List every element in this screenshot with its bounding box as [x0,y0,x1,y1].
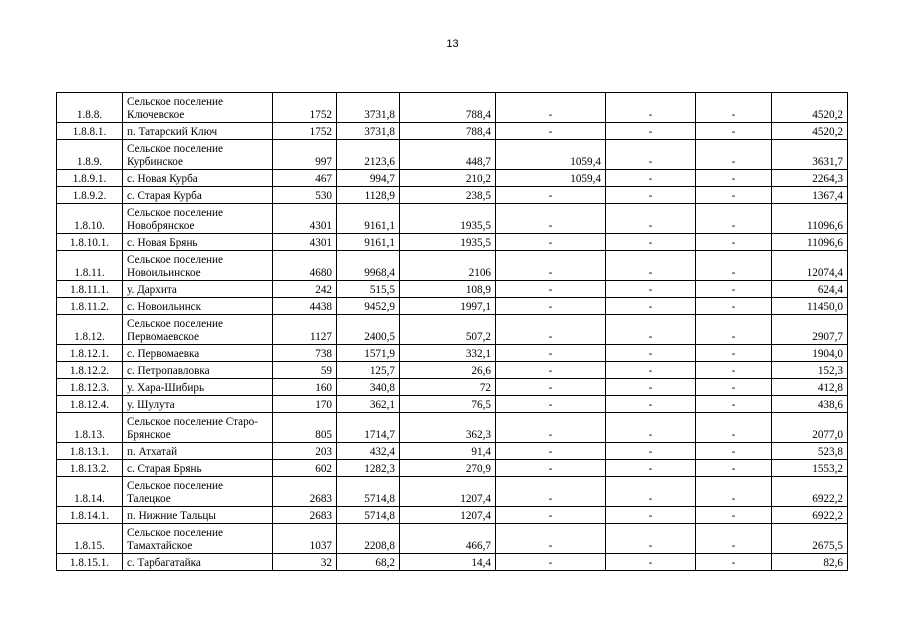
cell-name: с. Первомаевка [123,345,273,362]
cell-col-7: 412,8 [772,379,848,396]
table-row [57,507,848,524]
cell-name: с. Петропавловка [123,362,273,379]
cell-code: 1.8.12.1. [57,345,123,362]
cell-col-5: - [606,234,696,251]
cell-col-3: 448,7 [400,140,496,170]
cell-col-5: - [606,93,696,123]
table-row [57,413,848,443]
cell-name: Сельское поселение Старо-Брянское [123,413,273,443]
cell-code: 1.8.9. [57,140,123,170]
cell-col-5: - [606,281,696,298]
cell-col-7: 12074,4 [772,251,848,281]
cell-col-3: 108,9 [400,281,496,298]
cell-col-3: 1207,4 [400,477,496,507]
cell-code: 1.8.8. [57,93,123,123]
cell-col-4: - [496,524,606,554]
cell-col-6: - [696,362,772,379]
cell-col-1: 4301 [273,204,337,234]
table-row [57,204,848,234]
cell-col-2: 3731,8 [337,123,400,140]
cell-col-5: - [606,396,696,413]
table-row [57,443,848,460]
cell-col-1: 997 [273,140,337,170]
table-row [57,460,848,477]
cell-code: 1.8.12.2. [57,362,123,379]
table-row [57,251,848,281]
cell-col-7: 624,4 [772,281,848,298]
cell-col-4: - [496,234,606,251]
cell-col-2: 515,5 [337,281,400,298]
cell-col-5: - [606,524,696,554]
cell-code: 1.8.12.3. [57,379,123,396]
cell-col-4: 1059,4 [496,170,606,187]
cell-col-1: 467 [273,170,337,187]
table-row [57,554,848,571]
cell-col-5: - [606,345,696,362]
table-row [57,123,848,140]
cell-col-2: 2208,8 [337,524,400,554]
cell-col-4: - [496,345,606,362]
cell-col-6: - [696,345,772,362]
cell-col-5: - [606,170,696,187]
cell-col-3: 210,2 [400,170,496,187]
table-row [57,187,848,204]
cell-col-2: 125,7 [337,362,400,379]
cell-col-3: 14,4 [400,554,496,571]
cell-col-4: - [496,443,606,460]
cell-col-7: 152,3 [772,362,848,379]
cell-col-6: - [696,123,772,140]
cell-col-4: - [496,204,606,234]
cell-col-1: 242 [273,281,337,298]
cell-name: Сельское поселение Ключевское [123,93,273,123]
cell-name: у. Шулута [123,396,273,413]
cell-col-2: 5714,8 [337,477,400,507]
cell-col-5: - [606,251,696,281]
cell-col-3: 76,5 [400,396,496,413]
cell-col-3: 1207,4 [400,507,496,524]
cell-col-1: 1752 [273,123,337,140]
cell-code: 1.8.9.1. [57,170,123,187]
cell-name: с. Старая Курба [123,187,273,204]
cell-col-1: 203 [273,443,337,460]
cell-col-6: - [696,413,772,443]
cell-col-1: 4301 [273,234,337,251]
cell-col-1: 1127 [273,315,337,345]
cell-col-7: 2264,3 [772,170,848,187]
cell-name: с. Новая Курба [123,170,273,187]
cell-col-7: 6922,2 [772,477,848,507]
cell-code: 1.8.12.4. [57,396,123,413]
cell-code: 1.8.8.1. [57,123,123,140]
cell-code: 1.8.15.1. [57,554,123,571]
cell-col-3: 788,4 [400,93,496,123]
cell-col-3: 788,4 [400,123,496,140]
cell-col-7: 2675,5 [772,524,848,554]
cell-col-1: 602 [273,460,337,477]
cell-col-7: 438,6 [772,396,848,413]
cell-name: Сельское поселение Курбинское [123,140,273,170]
cell-col-2: 1714,7 [337,413,400,443]
cell-code: 1.8.13.2. [57,460,123,477]
cell-col-6: - [696,234,772,251]
cell-col-2: 9161,1 [337,234,400,251]
cell-col-7: 1367,4 [772,187,848,204]
cell-col-5: - [606,298,696,315]
cell-col-5: - [606,460,696,477]
cell-col-3: 507,2 [400,315,496,345]
cell-col-6: - [696,507,772,524]
cell-col-7: 523,8 [772,443,848,460]
page-number: 13 [446,38,459,50]
cell-col-6: - [696,251,772,281]
cell-col-1: 59 [273,362,337,379]
cell-code: 1.8.10. [57,204,123,234]
cell-col-2: 68,2 [337,554,400,571]
cell-col-6: - [696,315,772,345]
cell-col-6: - [696,281,772,298]
table-row [57,93,848,123]
cell-col-7: 1553,2 [772,460,848,477]
cell-name: Сельское поселение Новоильинское [123,251,273,281]
cell-col-6: - [696,554,772,571]
cell-name: п. Татарский Ключ [123,123,273,140]
cell-col-4: 1059,4 [496,140,606,170]
cell-col-6: - [696,460,772,477]
cell-col-2: 1282,3 [337,460,400,477]
cell-col-1: 32 [273,554,337,571]
cell-col-2: 9161,1 [337,204,400,234]
cell-col-3: 2106 [400,251,496,281]
cell-col-6: - [696,477,772,507]
cell-col-5: - [606,554,696,571]
cell-col-2: 362,1 [337,396,400,413]
cell-col-7: 2077,0 [772,413,848,443]
cell-col-4: - [496,460,606,477]
cell-col-6: - [696,379,772,396]
cell-col-4: - [496,187,606,204]
cell-col-4: - [496,251,606,281]
cell-col-7: 4520,2 [772,93,848,123]
cell-col-6: - [696,170,772,187]
cell-col-1: 2683 [273,507,337,524]
cell-col-6: - [696,443,772,460]
cell-name: с. Новоильинск [123,298,273,315]
cell-code: 1.8.14. [57,477,123,507]
cell-name: п. Атхатай [123,443,273,460]
cell-col-1: 738 [273,345,337,362]
cell-col-5: - [606,413,696,443]
cell-col-3: 238,5 [400,187,496,204]
cell-col-6: - [696,187,772,204]
cell-code: 1.8.13.1. [57,443,123,460]
cell-col-4: - [496,396,606,413]
table-body [57,93,848,571]
cell-col-4: - [496,281,606,298]
cell-col-3: 466,7 [400,524,496,554]
cell-name: Сельское поселение Тамахтайское [123,524,273,554]
cell-code: 1.8.11.2. [57,298,123,315]
cell-col-2: 9452,9 [337,298,400,315]
cell-col-4: - [496,123,606,140]
cell-code: 1.8.15. [57,524,123,554]
cell-col-6: - [696,396,772,413]
cell-col-5: - [606,507,696,524]
cell-col-2: 2123,6 [337,140,400,170]
cell-col-3: 270,9 [400,460,496,477]
cell-code: 1.8.11.1. [57,281,123,298]
cell-col-6: - [696,204,772,234]
cell-col-1: 1752 [273,93,337,123]
cell-code: 1.8.11. [57,251,123,281]
cell-name: с. Старая Брянь [123,460,273,477]
cell-col-7: 4520,2 [772,123,848,140]
table-row [57,298,848,315]
cell-col-6: - [696,140,772,170]
cell-col-5: - [606,443,696,460]
cell-col-4: - [496,298,606,315]
cell-col-4: - [496,413,606,443]
cell-col-2: 3731,8 [337,93,400,123]
cell-col-3: 1935,5 [400,204,496,234]
cell-col-3: 332,1 [400,345,496,362]
cell-name: с. Тарбагатайка [123,554,273,571]
cell-col-4: - [496,507,606,524]
cell-name: у. Дархита [123,281,273,298]
table-row [57,315,848,345]
cell-code: 1.8.14.1. [57,507,123,524]
table-row [57,281,848,298]
cell-col-5: - [606,187,696,204]
cell-col-1: 2683 [273,477,337,507]
cell-col-2: 432,4 [337,443,400,460]
table-row [57,234,848,251]
cell-col-7: 2907,7 [772,315,848,345]
cell-name: у. Хара-Шибирь [123,379,273,396]
cell-col-1: 530 [273,187,337,204]
cell-col-4: - [496,93,606,123]
cell-col-7: 82,6 [772,554,848,571]
cell-col-3: 72 [400,379,496,396]
cell-col-2: 2400,5 [337,315,400,345]
cell-col-3: 26,6 [400,362,496,379]
cell-col-1: 170 [273,396,337,413]
cell-code: 1.8.12. [57,315,123,345]
cell-name: с. Новая Брянь [123,234,273,251]
cell-col-5: - [606,123,696,140]
cell-name: Сельское поселение Талецкое [123,477,273,507]
cell-col-6: - [696,298,772,315]
cell-code: 1.8.13. [57,413,123,443]
cell-code: 1.8.9.2. [57,187,123,204]
table-row [57,170,848,187]
cell-col-1: 160 [273,379,337,396]
cell-col-1: 805 [273,413,337,443]
cell-col-5: - [606,362,696,379]
cell-col-7: 1904,0 [772,345,848,362]
table-row [57,362,848,379]
cell-col-4: - [496,362,606,379]
cell-col-5: - [606,379,696,396]
cell-col-2: 994,7 [337,170,400,187]
cell-col-2: 1571,9 [337,345,400,362]
cell-col-7: 11450,0 [772,298,848,315]
cell-col-1: 4680 [273,251,337,281]
cell-col-1: 4438 [273,298,337,315]
table-row [57,524,848,554]
cell-col-3: 362,3 [400,413,496,443]
table-row [57,345,848,362]
cell-name: Сельское поселение Новобрянское [123,204,273,234]
cell-col-4: - [496,379,606,396]
cell-col-5: - [606,204,696,234]
cell-col-2: 5714,8 [337,507,400,524]
cell-col-2: 9968,4 [337,251,400,281]
table-row [57,477,848,507]
cell-col-2: 340,8 [337,379,400,396]
cell-col-1: 1037 [273,524,337,554]
cell-col-4: - [496,315,606,345]
cell-col-4: - [496,477,606,507]
cell-code: 1.8.10.1. [57,234,123,251]
settlement-table [56,92,848,571]
cell-col-3: 1935,5 [400,234,496,251]
cell-col-3: 91,4 [400,443,496,460]
cell-name: Сельское поселение Первомаевское [123,315,273,345]
cell-col-7: 11096,6 [772,234,848,251]
cell-col-5: - [606,477,696,507]
table-row [57,140,848,170]
cell-col-6: - [696,93,772,123]
cell-col-7: 6922,2 [772,507,848,524]
table-row [57,396,848,413]
cell-col-5: - [606,315,696,345]
cell-col-7: 3631,7 [772,140,848,170]
cell-col-6: - [696,524,772,554]
cell-col-3: 1997,1 [400,298,496,315]
cell-name: п. Нижние Тальцы [123,507,273,524]
cell-col-7: 11096,6 [772,204,848,234]
cell-col-5: - [606,140,696,170]
cell-col-2: 1128,9 [337,187,400,204]
table-row [57,379,848,396]
cell-col-4: - [496,554,606,571]
